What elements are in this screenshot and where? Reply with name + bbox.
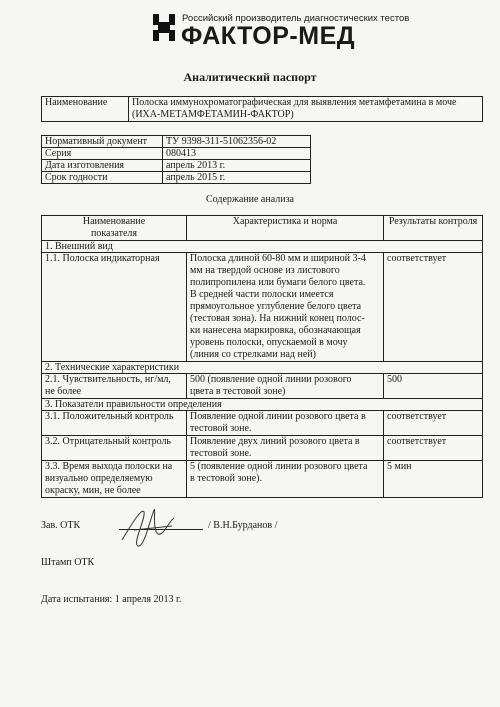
row-result: 5 мин — [384, 461, 483, 498]
row-name-line: 3.3. Время выхода полоски на — [45, 461, 173, 472]
row-name — [42, 411, 187, 436]
info-value: 080413 — [163, 148, 311, 160]
product-value-line: (ИХА-МЕТАМФЕТАМИН-ФАКТОР) — [132, 109, 294, 120]
row-norm — [187, 411, 384, 436]
row-norm-line: (линия со стрелками над ней) — [190, 349, 316, 360]
header-name-line: показателя — [90, 228, 138, 239]
row-name-line: 1.1. Полоска индикаторная — [45, 253, 160, 264]
info-label: Срок годности — [42, 172, 163, 184]
row-name-line: не более — [45, 386, 82, 397]
row-name-line: 3.1. Положительный контроль — [45, 411, 174, 422]
info-row — [42, 148, 311, 160]
row-result: соответствует — [384, 436, 483, 461]
header-norm: Характеристика и норма — [187, 216, 384, 241]
company-brand: ФАКТОР-МЕД — [181, 22, 356, 50]
table-row — [42, 461, 483, 498]
company-tagline: Российский производитель диагностических тестов — [182, 13, 410, 24]
product-table — [41, 96, 483, 122]
row-norm-line: ки нанесена маркировка, обозначающая — [190, 325, 361, 336]
row-norm-line: Полоска длиной 60-80 мм и шириной 3-4 — [190, 253, 366, 264]
row-name-line: 2.1. Чувствительность, нг/мл, — [45, 374, 171, 385]
group-title: 3. Показатели правильности определения — [42, 399, 483, 411]
row-norm-line: Появление одной линии розового цвета в — [190, 411, 366, 422]
header-name — [42, 216, 187, 241]
row-result: соответствует — [384, 253, 483, 362]
table-row — [42, 436, 483, 461]
otk-name: / В.Н.Бурданов / — [208, 520, 278, 531]
info-label: Нормативный документ — [42, 136, 163, 148]
table-row — [42, 411, 483, 436]
row-norm-line: В средней части полоски имеется — [190, 289, 334, 300]
row-name-line: 3.2. Отрицательный контроль — [45, 436, 171, 447]
row-norm — [187, 461, 384, 498]
row-norm-line: в тестовой зоне). — [190, 473, 262, 484]
row-name-line: окраску, мин, не более — [45, 485, 141, 496]
row-norm-line: Появление двух линий розового цвета в — [190, 436, 360, 447]
row-name — [42, 461, 187, 498]
row-norm-line: мм на твердой основе из листового — [190, 265, 340, 276]
table-row — [42, 374, 483, 399]
row-result: 500 — [384, 374, 483, 399]
info-value: ТУ 9398-311-51062356-02 — [163, 136, 311, 148]
row-norm — [187, 374, 384, 399]
info-value: апрель 2013 г. — [163, 160, 311, 172]
group-row — [42, 362, 483, 374]
row-norm — [187, 436, 384, 461]
row-result: соответствует — [384, 411, 483, 436]
info-row — [42, 172, 311, 184]
group-row — [42, 399, 483, 411]
info-label: Серия — [42, 148, 163, 160]
group-title: 1. Внешний вид — [42, 241, 483, 253]
row-norm-line: 5 (появление одной линии розового цвета — [190, 461, 368, 472]
product-value — [129, 97, 483, 122]
row-name — [42, 436, 187, 461]
signature-icon — [114, 500, 184, 560]
analysis-header-row — [42, 216, 483, 241]
info-row — [42, 136, 311, 148]
row-norm-line: (тестовая зона). На нижний конец полос- — [190, 313, 365, 324]
info-table — [41, 135, 311, 184]
product-label: Наименование — [42, 97, 129, 122]
analysis-section-title: Содержание анализа — [206, 194, 294, 205]
info-value: апрель 2015 г. — [163, 172, 311, 184]
test-date: Дата испытания: 1 апреля 2013 г. — [41, 594, 182, 605]
row-norm — [187, 253, 384, 362]
header-result: Результаты контроля — [384, 216, 483, 241]
analysis-table — [41, 215, 483, 498]
group-row — [42, 241, 483, 253]
row-norm-line: уровень полоски, опускаемой в мочу — [190, 337, 348, 348]
stamp-label: Штамп ОТК — [41, 557, 95, 568]
row-norm-line: 500 (появление одной линии розового — [190, 374, 352, 385]
table-row — [42, 253, 483, 362]
group-title: 2. Технические характеристики — [42, 362, 483, 374]
row-norm-line: тестовой зоне. — [190, 423, 252, 434]
row-norm-line: полипропилена или бумаги белого цвета. — [190, 277, 366, 288]
row-norm-line: цвета в тестовой зоне) — [190, 386, 286, 397]
header-name-line: Наименование — [82, 216, 146, 227]
document-title: Аналитический паспорт — [183, 70, 317, 84]
row-name — [42, 253, 187, 362]
row-name-line: визуально определяемую — [45, 473, 153, 484]
row-name — [42, 374, 187, 399]
product-value-line: Полоска иммунохроматографическая для выявления метамфетамина в моче — [132, 97, 457, 108]
info-row — [42, 160, 311, 172]
row-norm-line: тестовой зоне. — [190, 448, 252, 459]
row-norm-line: прямоугольное углубление белого цвета — [190, 301, 362, 312]
otk-label: Зав. ОТК — [41, 520, 81, 531]
company-logo-icon — [153, 14, 175, 41]
info-label: Дата изготовления — [42, 160, 163, 172]
